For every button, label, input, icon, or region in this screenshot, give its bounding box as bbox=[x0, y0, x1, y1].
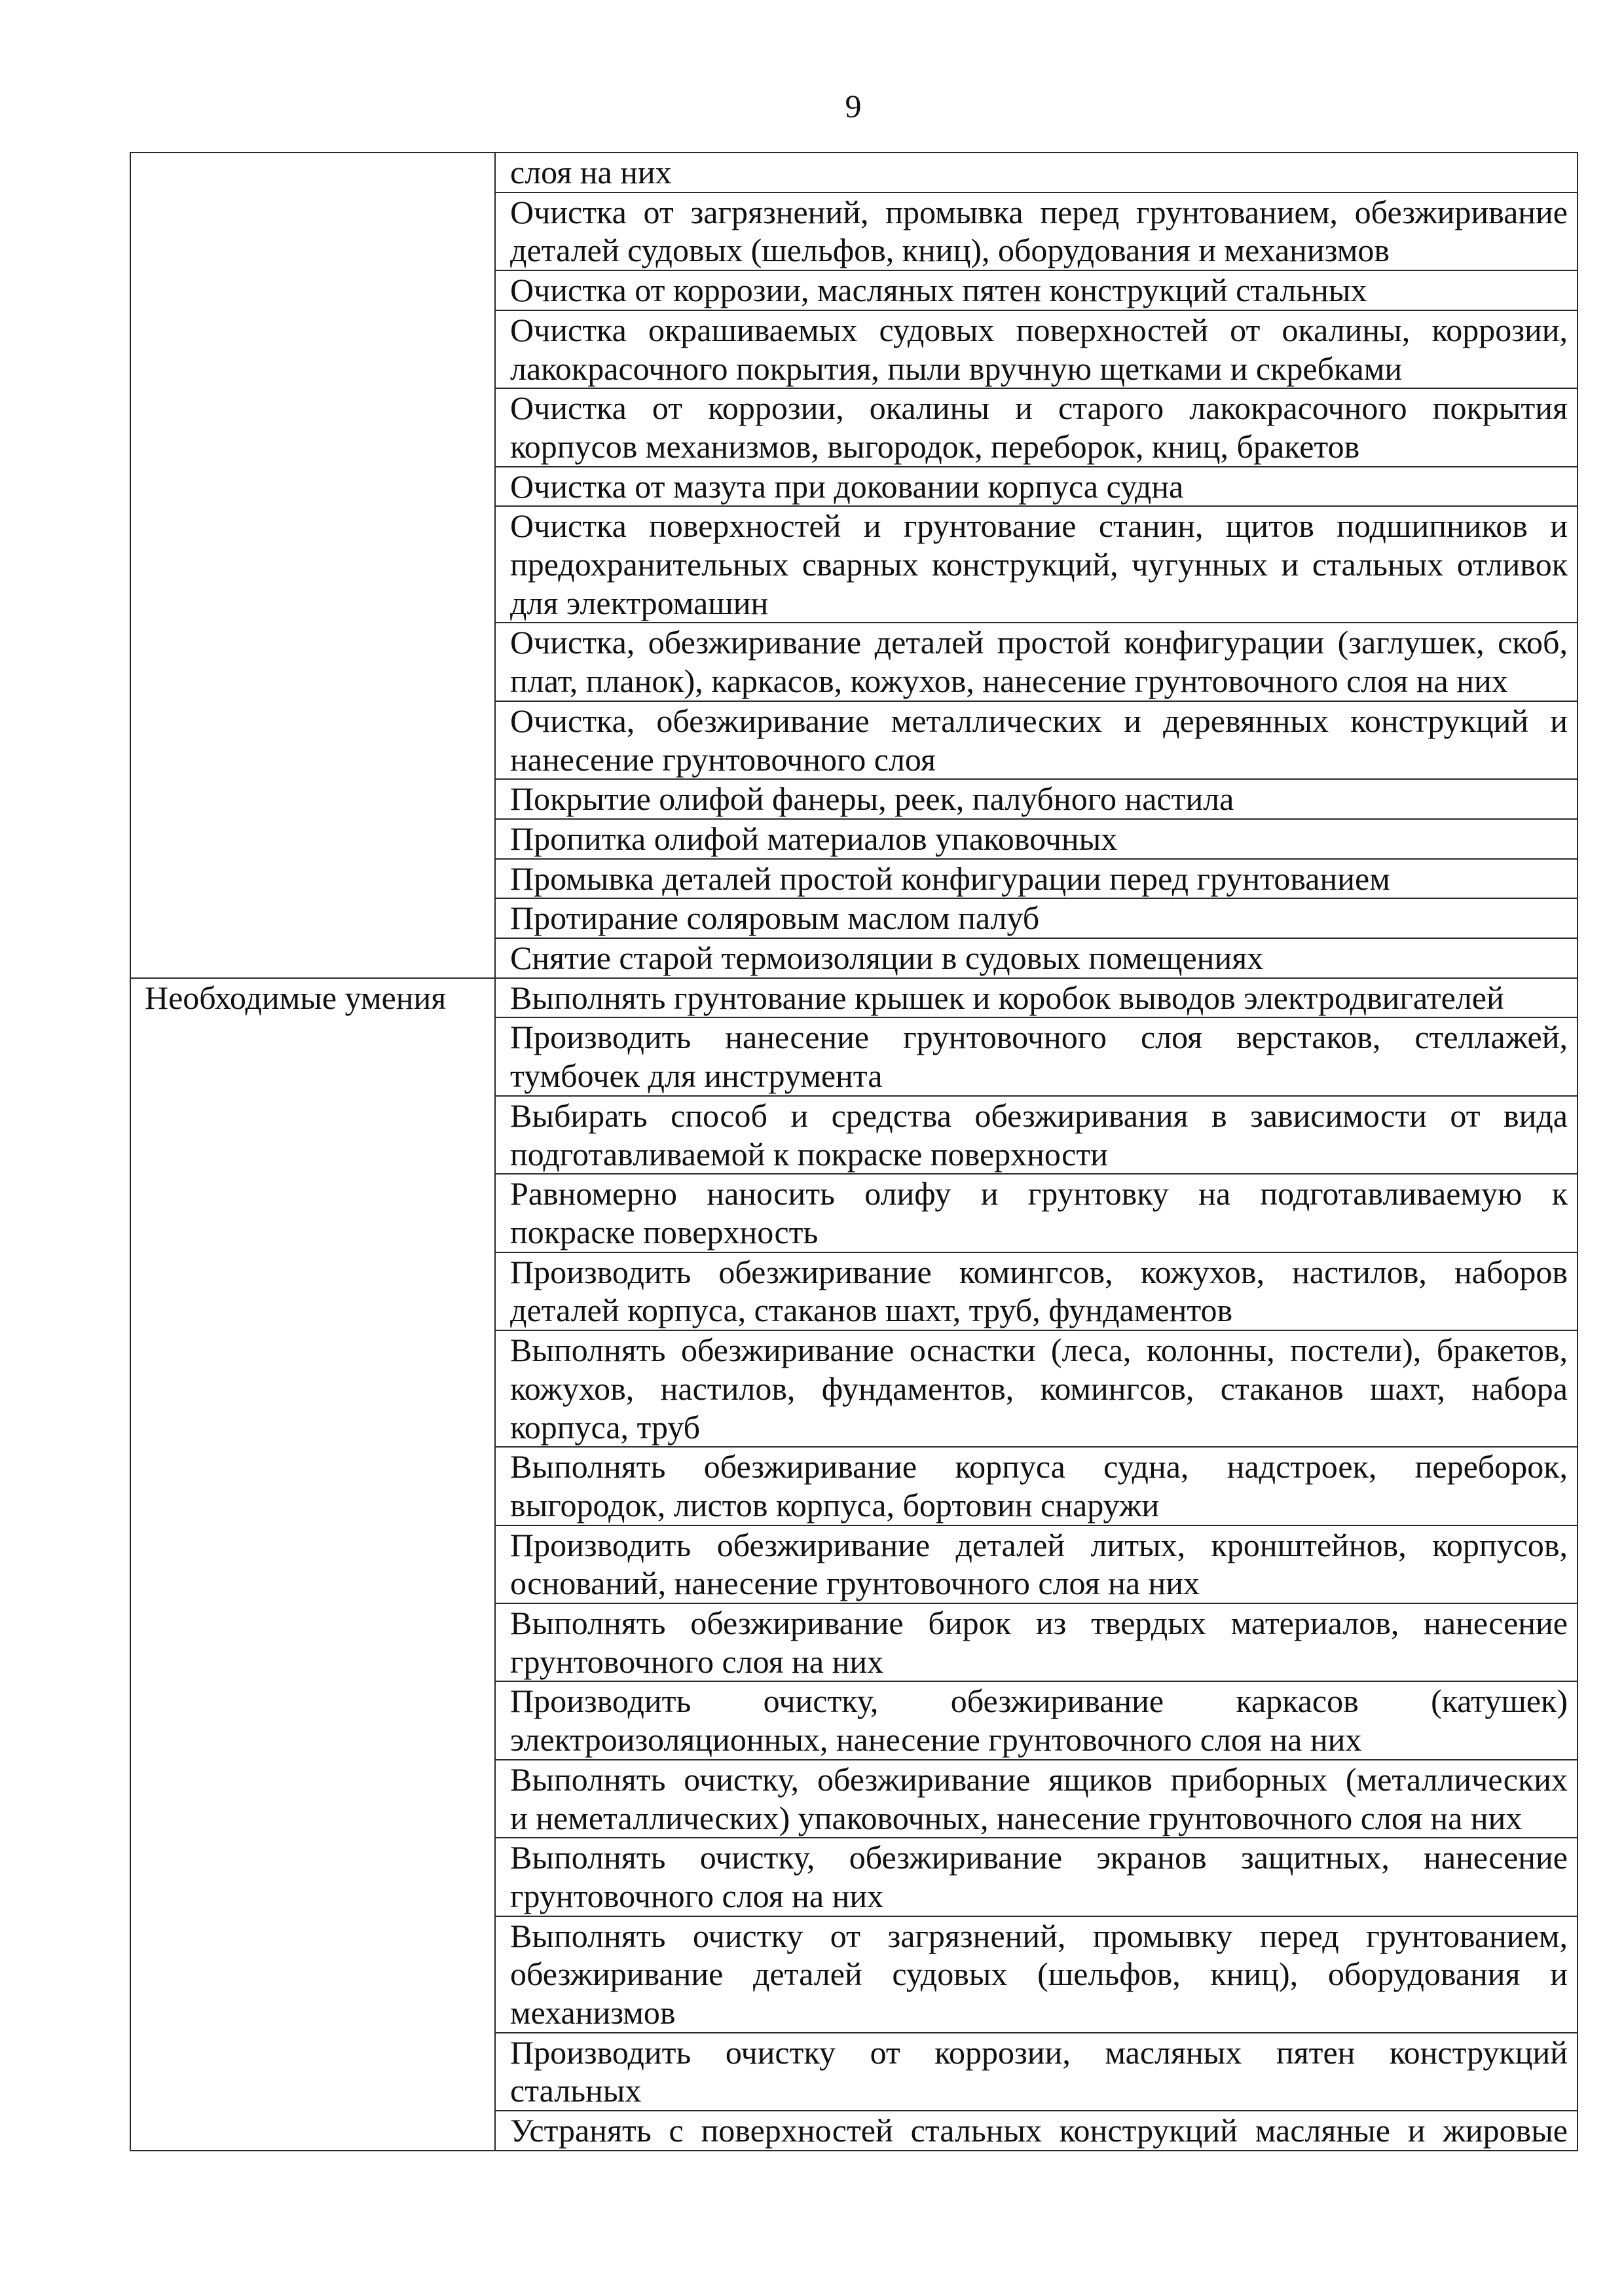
table-cell-item bbox=[495, 2111, 1578, 2151]
cell-text-line: Производить обезжиривание деталей литых, кронштейнов, корпусов, bbox=[510, 1526, 1568, 1563]
table-row bbox=[130, 153, 1578, 192]
table-cell-item bbox=[495, 388, 1578, 466]
cell-text-line: нанесение грунтовочного слоя bbox=[510, 740, 936, 778]
page-number: 9 bbox=[845, 88, 862, 124]
cell-text-line: и неметаллических) упаковочных, нанесение грунтовочного слоя на них bbox=[510, 1799, 1522, 1836]
cell-text-line: стальных bbox=[510, 2072, 642, 2109]
cell-text-line: Производить обезжиривание комингсов, кожухов, настилов, наборов bbox=[510, 1253, 1568, 1290]
table-cell-item bbox=[495, 898, 1578, 938]
cell-text-line: тумбочек для инструмента bbox=[510, 1057, 883, 1095]
cell-text-line: электроизоляционных, нанесение грунтовочного слоя на них bbox=[510, 1721, 1362, 1758]
cell-text-line: оснований, нанесение грунтовочного слоя на них bbox=[510, 1565, 1200, 1602]
table-cell-item bbox=[495, 1525, 1578, 1603]
cell-text-line: обезжиривание деталей судовых (шельфов, книц), оборудования и bbox=[510, 1956, 1568, 1993]
cell-text-line: покраске поверхность bbox=[510, 1213, 819, 1250]
cell-text-line: Очистка, обезжиривание деталей простой конфигурации (заглушек, скоб, bbox=[510, 624, 1568, 661]
table-cell-item bbox=[495, 2033, 1578, 2111]
table-cell-item bbox=[495, 1096, 1578, 1174]
cell-text-line: механизмов bbox=[510, 1994, 676, 2032]
section-label: Необходимые умения bbox=[145, 979, 447, 1016]
cell-text-line: Очистка окрашиваемых судовых поверхностей от окалины, коррозии, bbox=[510, 311, 1568, 348]
table-cell-item bbox=[495, 978, 1578, 1018]
table-cell-item bbox=[495, 467, 1578, 507]
table-cell-item bbox=[495, 1330, 1578, 1447]
cell-text-line: Протирание соляровым маслом палуб bbox=[510, 900, 1040, 937]
table-cell-item bbox=[495, 701, 1578, 779]
table-cell-item bbox=[495, 1017, 1578, 1095]
table-cell-item bbox=[495, 779, 1578, 819]
cell-text-line: Выполнять грунтование крышек и коробок выводов электродвигателей bbox=[510, 979, 1504, 1016]
cell-text-line: Производить очистку от коррозии, масляных пятен конструкций bbox=[510, 2033, 1568, 2071]
table-cell-item bbox=[495, 1174, 1578, 1252]
cell-text-line: Выполнять очистку, обезжиривание ящиков приборных (металлических bbox=[510, 1760, 1568, 1798]
table-row bbox=[130, 978, 1578, 1018]
cell-text-line: плат, планок), каркасов, кожухов, нанесение грунтовочного слоя на них bbox=[510, 663, 1508, 700]
table-cell-item bbox=[495, 1603, 1578, 1681]
cell-text-line: Производить очистку, обезжиривание каркасов (катушек) bbox=[510, 1683, 1568, 1720]
cell-text-line: Выполнять обезжиривание бирок из твердых материалов, нанесение bbox=[510, 1605, 1568, 1642]
table-cell-item bbox=[495, 1760, 1578, 1838]
table-cell-item bbox=[495, 1447, 1578, 1525]
cell-text-line: Покрытие олифой фанеры, реек, палубного настила bbox=[510, 780, 1234, 818]
cell-text-line: слоя на них bbox=[510, 154, 672, 191]
cell-text-line: Промывка деталей простой конфигурации перед грунтованием bbox=[510, 860, 1390, 897]
table-cell-item bbox=[495, 1252, 1578, 1330]
cell-text-line: Пропитка олифой материалов упаковочных bbox=[510, 820, 1118, 857]
cell-text-line: предохранительных сварных конструкций, чугунных и стальных отливок bbox=[510, 546, 1568, 583]
cell-text-line: корпуса, труб bbox=[510, 1408, 701, 1446]
cell-text-line: подготавливаемой к покраске поверхности bbox=[510, 1135, 1108, 1173]
cell-text-line: Очистка от коррозии, масляных пятен конструкций стальных bbox=[510, 272, 1367, 309]
table-cell-item bbox=[495, 506, 1578, 623]
cell-text-line: для электромашин bbox=[510, 584, 769, 621]
cell-text-line: Выполнять обезжиривание корпуса судна, надстроек, переборок, bbox=[510, 1448, 1568, 1485]
cell-text-line: выгородок, листов корпуса, бортовин снаружи bbox=[510, 1486, 1160, 1523]
cell-text-line: Очистка от мазута при доковании корпуса судна bbox=[510, 467, 1184, 505]
cell-text-line: Производить нанесение грунтовочного слоя верстаков, стеллажей, bbox=[510, 1019, 1568, 1056]
cell-text-line: Очистка от коррозии, окалины и старого лакокрасочного покрытия bbox=[510, 390, 1568, 427]
section-label-cell bbox=[130, 153, 495, 978]
cell-text-line: корпусов механизмов, выгородок, переборок, книц, бракетов bbox=[510, 428, 1360, 465]
cell-text-line: Равномерно наносить олифу и грунтовку на подготавливаемую к bbox=[510, 1175, 1568, 1212]
cell-text-line: Очистка поверхностей и грунтование станин, щитов подшипников и bbox=[510, 507, 1568, 545]
table-cell-item bbox=[495, 1838, 1578, 1916]
table-cell-item bbox=[495, 270, 1578, 310]
cell-text-line: кожухов, настилов, фундаментов, комингсов, стаканов шахт, набора bbox=[510, 1370, 1568, 1407]
cell-text-line: Выполнять очистку от загрязнений, промывку перед грунтованием, bbox=[510, 1917, 1568, 1954]
cell-text-line: деталей судовых (шельфов, книц), оборудования и механизмов bbox=[510, 232, 1390, 269]
table-cell-item bbox=[495, 938, 1578, 978]
cell-text-line: деталей корпуса, стаканов шахт, труб, фундаментов bbox=[510, 1292, 1233, 1329]
table-cell-item bbox=[495, 192, 1578, 270]
cell-text-line: Очистка от загрязнений, промывка перед грунтованием, обезжиривание bbox=[510, 193, 1568, 230]
table-cell-item bbox=[495, 153, 1578, 192]
table-cell-item bbox=[495, 819, 1578, 859]
cell-text-line: Выбирать способ и средства обезжиривания в зависимости от вида bbox=[510, 1097, 1568, 1134]
cell-text-line: Выполнять обезжиривание оснастки (леса, колонны, постели), бракетов, bbox=[510, 1332, 1568, 1369]
cell-text-line: Очистка, обезжиривание металлических и деревянных конструкций и bbox=[510, 702, 1568, 739]
section-label-cell bbox=[130, 978, 495, 2151]
table-cell-item bbox=[495, 310, 1578, 388]
table-cell-item bbox=[495, 1681, 1578, 1759]
cell-text-line: Выполнять очистку, обезжиривание экранов защитных, нанесение bbox=[510, 1839, 1568, 1876]
cell-text-line: лакокрасочного покрытия, пыли вручную щетками и скребками bbox=[510, 350, 1403, 387]
table-cell-item bbox=[495, 1916, 1578, 2033]
competency-table bbox=[130, 152, 1578, 2151]
cell-text-line: Устранять с поверхностей стальных конструкций масляные и жировые bbox=[510, 2112, 1568, 2149]
cell-text-line: грунтовочного слоя на них bbox=[510, 1643, 884, 1680]
cell-text-line: Снятие старой термоизоляции в судовых помещениях bbox=[510, 939, 1264, 977]
table-body bbox=[130, 153, 1578, 2151]
table-cell-item bbox=[495, 623, 1578, 701]
cell-text-line: грунтовочного слоя на них bbox=[510, 1877, 884, 1914]
table-cell-item bbox=[495, 859, 1578, 899]
